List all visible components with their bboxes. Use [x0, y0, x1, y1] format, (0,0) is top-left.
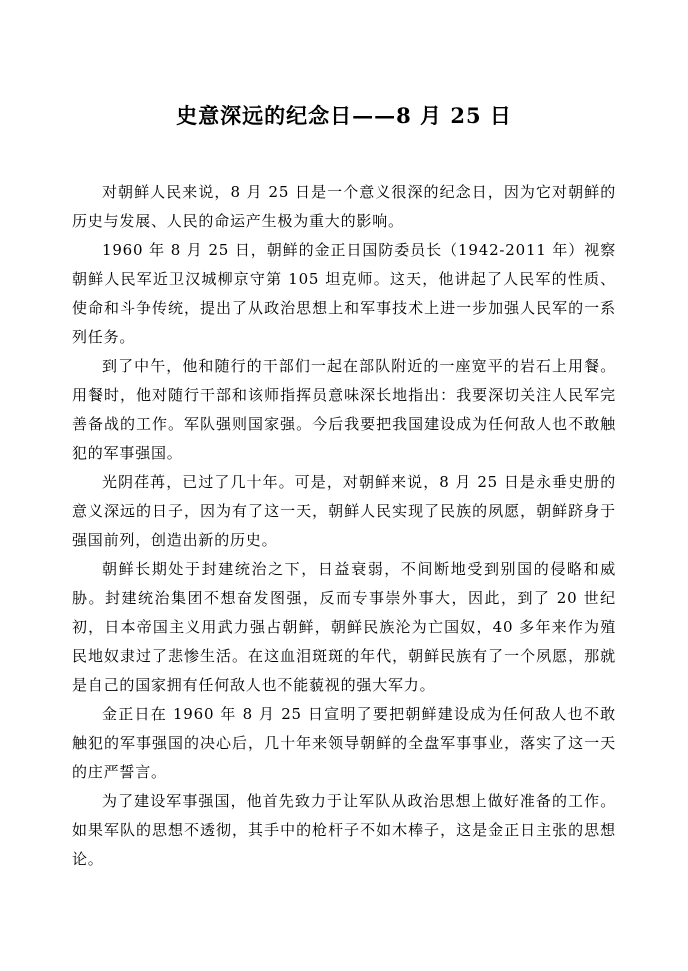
document-body — [72, 178, 616, 874]
paragraph: 朝鲜长期处于封建统治之下，日益衰弱，不间断地受到别国的侵略和威胁。封建统治集团不想奋发图强，反而专事崇外事大，因此，到了 20 世纪初，日本帝国主义用武力强占朝鲜，朝鲜民族沦为亡国奴，40 多年来作为殖民地奴隶过了悲惨生活。在这血泪斑斑的年代，朝鲜民族有了一个夙愿，那就是自己的国家拥有任何敌人也不能藐视的强大军力。 — [72, 560, 616, 694]
paragraph: 光阴荏苒，已过了几十年。可是，对朝鲜来说，8 月 25 日是永垂史册的意义深远的日子，因为有了这一天，朝鲜人民实现了民族的夙愿，朝鲜跻身于强国前列，创造出新的历史。 — [72, 473, 616, 549]
paragraph: 为了建设军事强国，他首先致力于让军队从政治思想上做好准备的工作。如果军队的思想不透彻，其手中的枪杆子不如木棒子，这是金正日主张的思想论。 — [72, 792, 616, 868]
paragraph: 1960 年 8 月 25 日，朝鲜的金正日国防委员长（1942-2011 年）视察朝鲜人民军近卫汉城柳京守第 105 坦克师。这天，他讲起了人民军的性质、使命和斗争传统，提出了从政治思想上和军事技术上进一步加强人民军的一系列任务。 — [72, 241, 616, 346]
document-title: 史意深远的纪念日——8 月 25 日 — [176, 103, 512, 128]
paragraph: 到了中午，他和随行的干部们一起在部队附近的一座宽平的岩石上用餐。用餐时，他对随行干部和该师指挥员意味深长地指出：我要深切关注人民军完善备战的工作。军队强则国家强。今后我要把我国建设成为任何敌人也不敢触犯的军事强国。 — [72, 357, 616, 462]
paragraph: 对朝鲜人民来说，8 月 25 日是一个意义很深的纪念日，因为它对朝鲜的历史与发展、人民的命运产生极为重大的影响。 — [72, 183, 616, 230]
paragraph: 金正日在 1960 年 8 月 25 日宣明了要把朝鲜建设成为任何敌人也不敢触犯的军事强国的决心后，几十年来领导朝鲜的全盘军事事业，落实了这一天的庄严誓言。 — [72, 705, 616, 781]
